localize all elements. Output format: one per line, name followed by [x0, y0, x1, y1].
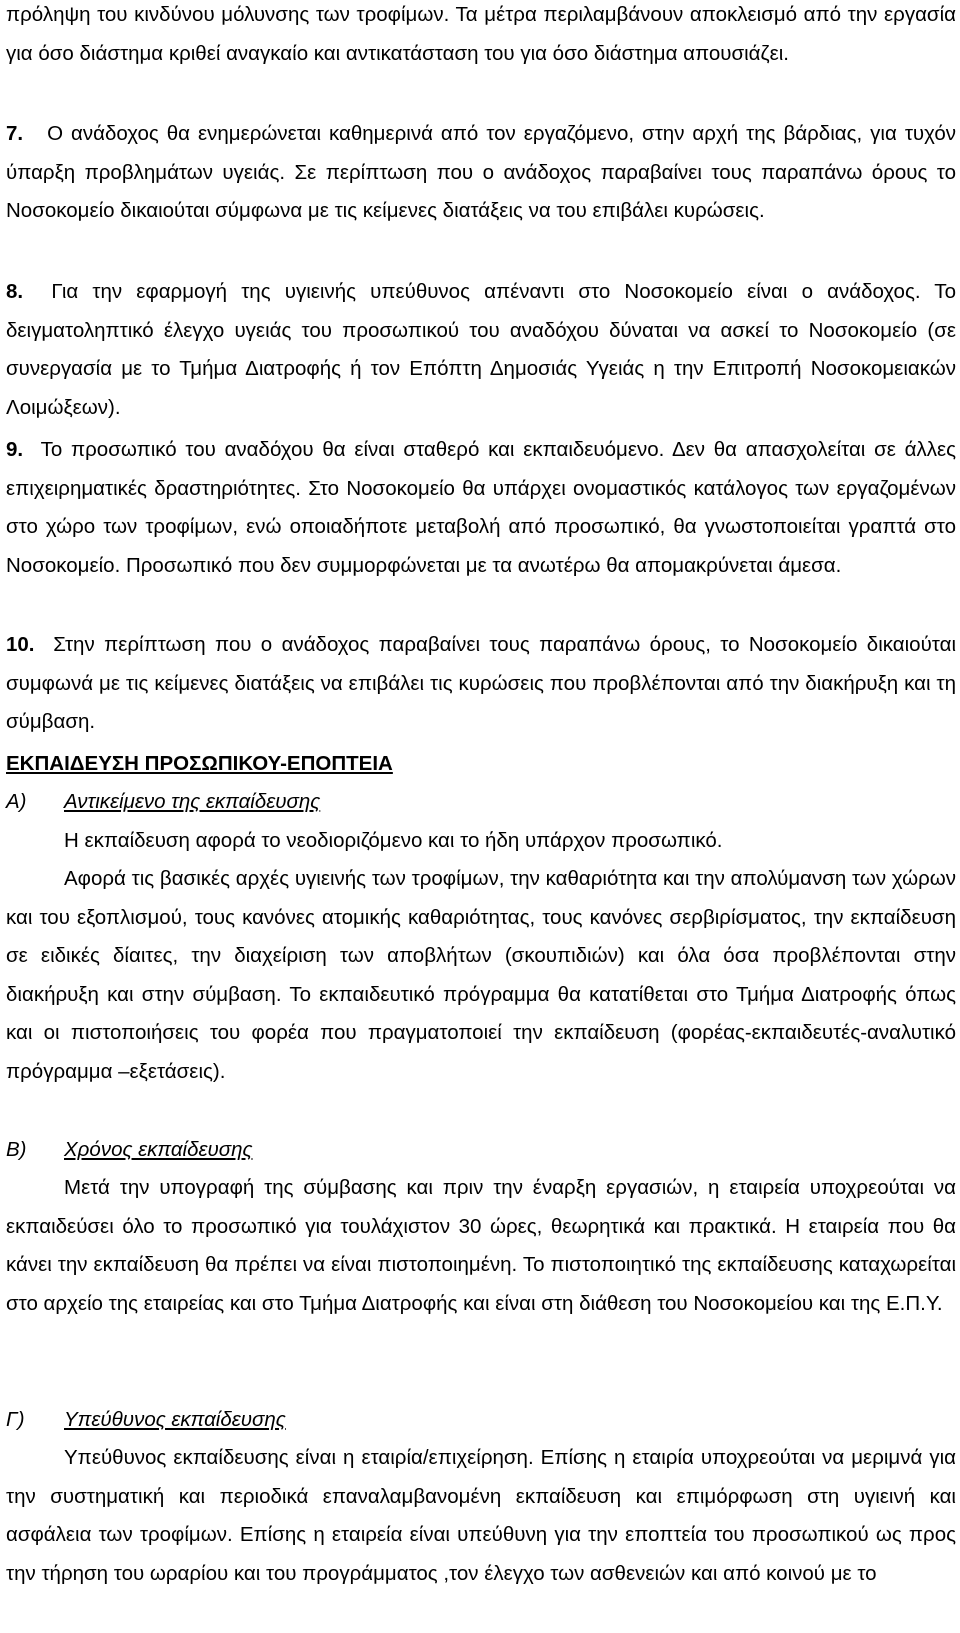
section-heading: ΕΚΠΑΙΔΕΥΣΗ ΠΡΟΣΩΠΙΚΟΥ-ΕΠΟΠΤΕΙΑ [6, 752, 393, 775]
paragraph-text: Ο ανάδοχος θα ενημερώνεται καθημερινά από τον εργαζόμενο, στην αρχή της βάρδιας, για τυχόν ύπαρξη προβλημάτων υγειάς. Σε περίπτωση που ο ανάδοχος παραβαίνει τους παραπάνω όρους το Νοσοκομείο δικαιούται σύμφωνα με τις κείμενες διατάξεις να του επιβάλει κυρώσεις. [6, 122, 956, 223]
numbered-paragraph-8 [6, 273, 956, 427]
paragraph-number: 10. [6, 633, 35, 656]
subsection-title: Χρόνος εκπαίδευσης [64, 1138, 253, 1161]
paragraph-number: 7. [6, 122, 24, 145]
subsection-letter: Γ) [6, 1408, 25, 1431]
numbered-paragraph-7 [6, 115, 956, 231]
subsection-a-paragraph [6, 860, 956, 1092]
subsection-letter: Β) [6, 1138, 27, 1161]
paragraph-text: Αφορά τις βασικές αρχές υγιεινής των τροφίμων, την καθαριότητα και την απολύμανση των χώρων και του εξοπλισμού, τους κανόνες ατομικής καθαριότητας, τους κανόνες σερβιρίσματος, την εκπαίδευση σε ειδικές δίαιτες, την διαχείριση των αποβλήτων (σκουπιδιών) και όλα όσα προβλέπονται στην διακήρυξη και στην σύμβαση. Το εκπαιδευτικό πρόγραμμα θα κατατίθεται στο Τμήμα Διατροφής όπως και οι πιστοποιήσεις του φορέα που πραγματοποιεί την εκπαίδευση (φορέας-εκπαιδευτές-αναλυτικό πρόγραμμα –εξετάσεις). [6, 867, 956, 1083]
subsection-c-paragraph [6, 1439, 956, 1593]
subsection-title: Αντικείμενο της εκπαίδευσης [64, 790, 321, 813]
subsection-a-intro: Η εκπαίδευση αφορά το νεοδιοριζόμενο και το ήδη υπάρχον προσωπικό. [64, 829, 723, 852]
paragraph-text: Για την εφαρμογή της υγιεινής υπεύθυνος απέναντι στο Νοσοκομείο είναι ο ανάδοχος. Το δειγματοληπτικό έλεγχο υγειάς του προσωπικού του αναδόχου δύναται να ασκεί το Νοσοκομείο (σε συνεργασία με το Τμήμα Διατροφής ή τον Επόπτη Δημοσιάς Υγειάς η την Επιτροπή Νοσοκομειακών Λοιμώξεων). [6, 280, 956, 419]
paragraph-number: 9. [6, 438, 24, 461]
paragraph-text: Μετά την υπογραφή της σύμβασης και πριν την έναρξη εργασιών, η εταιρεία υποχρεούται να εκπαιδεύσει όλο το προσωπικό για τουλάχιστον 30 ώρες, θεωρητικά και πρακτικά. Η εταιρεία που θα κάνει την εκπαίδευση θα πρέπει να είναι πιστοποιημένη. Το πιστοποιητικό της εκπαίδευσης καταχωρείται στο αρχείο της εταιρείας και στο Τμήμα Διατροφής και είναι στη διάθεση του Νοσοκομείου και της Ε.Π.Υ. [6, 1176, 956, 1315]
subsection-b-heading [6, 1131, 252, 1170]
numbered-paragraph-10 [6, 626, 956, 742]
subsection-a-heading [6, 783, 320, 822]
paragraph-text: Υπεύθυνος εκπαίδευσης είναι η εταιρία/επιχείρηση. Επίσης η εταιρία υποχρεούται να μεριμνά για την συστηματική και περιοδικά επαναλαμβανομένη εκπαίδευση και επιμόρφωση στη υγιεινή και ασφάλεια των τροφίμων. Επίσης η εταιρεία είναι υπεύθυνη για την εποπτεία του προσωπικού ως προς την τήρηση του ωραρίου και του προγράμματος ,τον έλεγχο των ασθενειών και από κοινού με το [6, 1446, 956, 1585]
paragraph-number: 8. [6, 280, 24, 303]
paragraph-continuation [6, 0, 956, 73]
paragraph-text: πρόληψη του κινδύνου μόλυνσης των τροφίμων. Τα μέτρα περιλαμβάνουν αποκλεισμό από την εργασία για όσο διάστημα κριθεί αναγκαίο και αντικατάσταση του για όσο διάστημα απουσιάζει. [6, 3, 956, 65]
paragraph-text: Στην περίπτωση που ο ανάδοχος παραβαίνει τους παραπάνω όρους, το Νοσοκομείο δικαιούται συμφωνά με τις κείμενες διατάξεις να επιβάλει τις κυρώσεις που προβλέπονται από την διακήρυξη και τη σύμβαση. [6, 633, 956, 734]
paragraph-text: Το προσωπικό του αναδόχου θα είναι σταθερό και εκπαιδευόμενο. Δεν θα απασχολείται σε άλλες επιχειρηματικές δραστηριότητες. Στο Νοσοκομείο θα υπάρχει ονομαστικός κατάλογος των εργαζομένων στο χώρο των τροφίμων, ενώ οποιαδήποτε μεταβολή από προσωπικό, θα γνωστοποιείται γραπτά στο Νοσοκομείο. Προσωπικό που δεν συμμορφώνεται με τα ανωτέρω θα απομακρύνεται άμεσα. [6, 438, 956, 577]
numbered-paragraph-9 [6, 431, 956, 585]
subsection-c-heading [6, 1401, 286, 1440]
subsection-letter: Α) [6, 790, 27, 813]
subsection-b-paragraph [6, 1169, 956, 1323]
subsection-title: Υπεύθυνος εκπαίδευσης [64, 1408, 286, 1431]
